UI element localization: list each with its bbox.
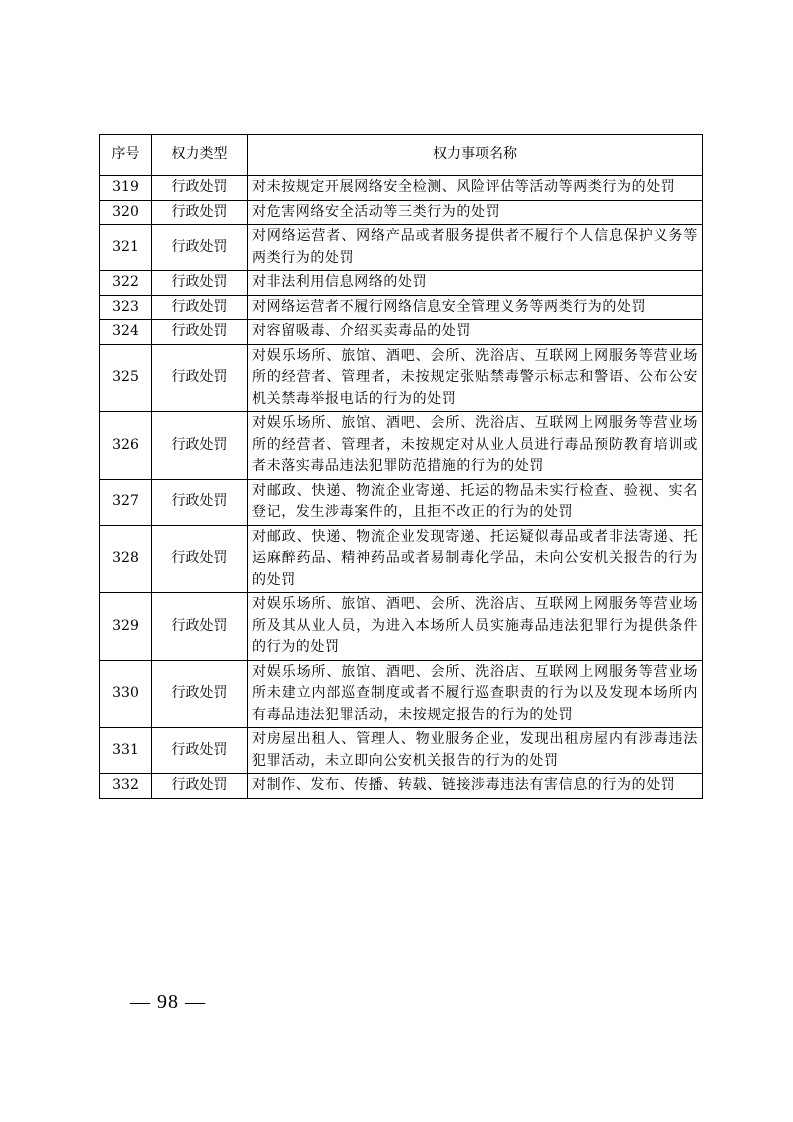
row-type: 行政处罚 bbox=[152, 593, 248, 661]
header-type: 权力类型 bbox=[152, 135, 248, 176]
table-row bbox=[100, 344, 703, 412]
row-seq: 328 bbox=[100, 525, 152, 593]
page-number: — 98 — bbox=[130, 991, 206, 1013]
row-seq: 320 bbox=[100, 200, 152, 225]
table-row bbox=[100, 479, 703, 525]
table-header-row bbox=[100, 135, 703, 176]
row-name: 对娱乐场所、旅馆、酒吧、会所、洗浴店、互联网上网服务等营业场所未建立内部巡查制度或者不履行巡查职责的行为以及发现本场所内有毒品违法犯罪活动，未按规定报告的行为的处罚 bbox=[248, 660, 703, 728]
row-name: 对邮政、快递、物流企业发现寄递、托运疑似毒品或者非法寄递、托运麻醉药品、精神药品或者易制毒化学品，未向公安机关报告的行为的处罚 bbox=[248, 525, 703, 593]
row-seq: 327 bbox=[100, 479, 152, 525]
table-row bbox=[100, 225, 703, 271]
row-type: 行政处罚 bbox=[152, 295, 248, 320]
row-name: 对邮政、快递、物流企业寄递、托运的物品未实行检查、验视、实名登记，发生涉毒案件的，且拒不改正的行为的处罚 bbox=[248, 479, 703, 525]
table-row bbox=[100, 295, 703, 320]
row-seq: 332 bbox=[100, 774, 152, 799]
table-row bbox=[100, 412, 703, 480]
row-seq: 319 bbox=[100, 176, 152, 201]
row-seq: 324 bbox=[100, 320, 152, 345]
row-name: 对未按规定开展网络安全检测、风险评估等活动等两类行为的处罚 bbox=[248, 176, 703, 201]
row-name: 对房屋出租人、管理人、物业服务企业，发现出租房屋内有涉毒违法犯罪活动，未立即向公安机关报告的行为的处罚 bbox=[248, 728, 703, 774]
table-row bbox=[100, 593, 703, 661]
row-type: 行政处罚 bbox=[152, 200, 248, 225]
row-type: 行政处罚 bbox=[152, 176, 248, 201]
table-row bbox=[100, 728, 703, 774]
table-row bbox=[100, 660, 703, 728]
row-name: 对网络运营者、网络产品或者服务提供者不履行个人信息保护义务等两类行为的处罚 bbox=[248, 225, 703, 271]
row-seq: 331 bbox=[100, 728, 152, 774]
row-name: 对娱乐场所、旅馆、酒吧、会所、洗浴店、互联网上网服务等营业场所及其从业人员，为进入本场所人员实施毒品违法犯罪行为提供条件的行为的处罚 bbox=[248, 593, 703, 661]
row-type: 行政处罚 bbox=[152, 728, 248, 774]
table-row bbox=[100, 774, 703, 799]
power-items-table bbox=[99, 134, 703, 799]
row-name: 对娱乐场所、旅馆、酒吧、会所、洗浴店、互联网上网服务等营业场所的经营者、管理者，未按规定对从业人员进行毒品预防教育培训或者未落实毒品违法犯罪防范措施的行为的处罚 bbox=[248, 412, 703, 480]
row-seq: 323 bbox=[100, 295, 152, 320]
table-row bbox=[100, 176, 703, 201]
row-name: 对娱乐场所、旅馆、酒吧、会所、洗浴店、互联网上网服务等营业场所的经营者、管理者，未按规定张贴禁毒警示标志和警语、公布公安机关禁毒举报电话的行为的处罚 bbox=[248, 344, 703, 412]
row-seq: 322 bbox=[100, 271, 152, 296]
row-type: 行政处罚 bbox=[152, 660, 248, 728]
table-row bbox=[100, 271, 703, 296]
row-type: 行政处罚 bbox=[152, 344, 248, 412]
header-name: 权力事项名称 bbox=[248, 135, 703, 176]
row-type: 行政处罚 bbox=[152, 271, 248, 296]
row-name: 对危害网络安全活动等三类行为的处罚 bbox=[248, 200, 703, 225]
row-seq: 321 bbox=[100, 225, 152, 271]
row-type: 行政处罚 bbox=[152, 412, 248, 480]
table-row bbox=[100, 200, 703, 225]
row-name: 对网络运营者不履行网络信息安全管理义务等两类行为的处罚 bbox=[248, 295, 703, 320]
row-type: 行政处罚 bbox=[152, 225, 248, 271]
row-name: 对容留吸毒、介绍买卖毒品的处罚 bbox=[248, 320, 703, 345]
row-seq: 329 bbox=[100, 593, 152, 661]
row-seq: 326 bbox=[100, 412, 152, 480]
row-type: 行政处罚 bbox=[152, 479, 248, 525]
header-seq: 序号 bbox=[100, 135, 152, 176]
row-name: 对制作、发布、传播、转载、链接涉毒违法有害信息的行为的处罚 bbox=[248, 774, 703, 799]
row-name: 对非法利用信息网络的处罚 bbox=[248, 271, 703, 296]
row-type: 行政处罚 bbox=[152, 320, 248, 345]
table-row bbox=[100, 320, 703, 345]
row-type: 行政处罚 bbox=[152, 525, 248, 593]
row-seq: 325 bbox=[100, 344, 152, 412]
row-seq: 330 bbox=[100, 660, 152, 728]
table-row bbox=[100, 525, 703, 593]
row-type: 行政处罚 bbox=[152, 774, 248, 799]
